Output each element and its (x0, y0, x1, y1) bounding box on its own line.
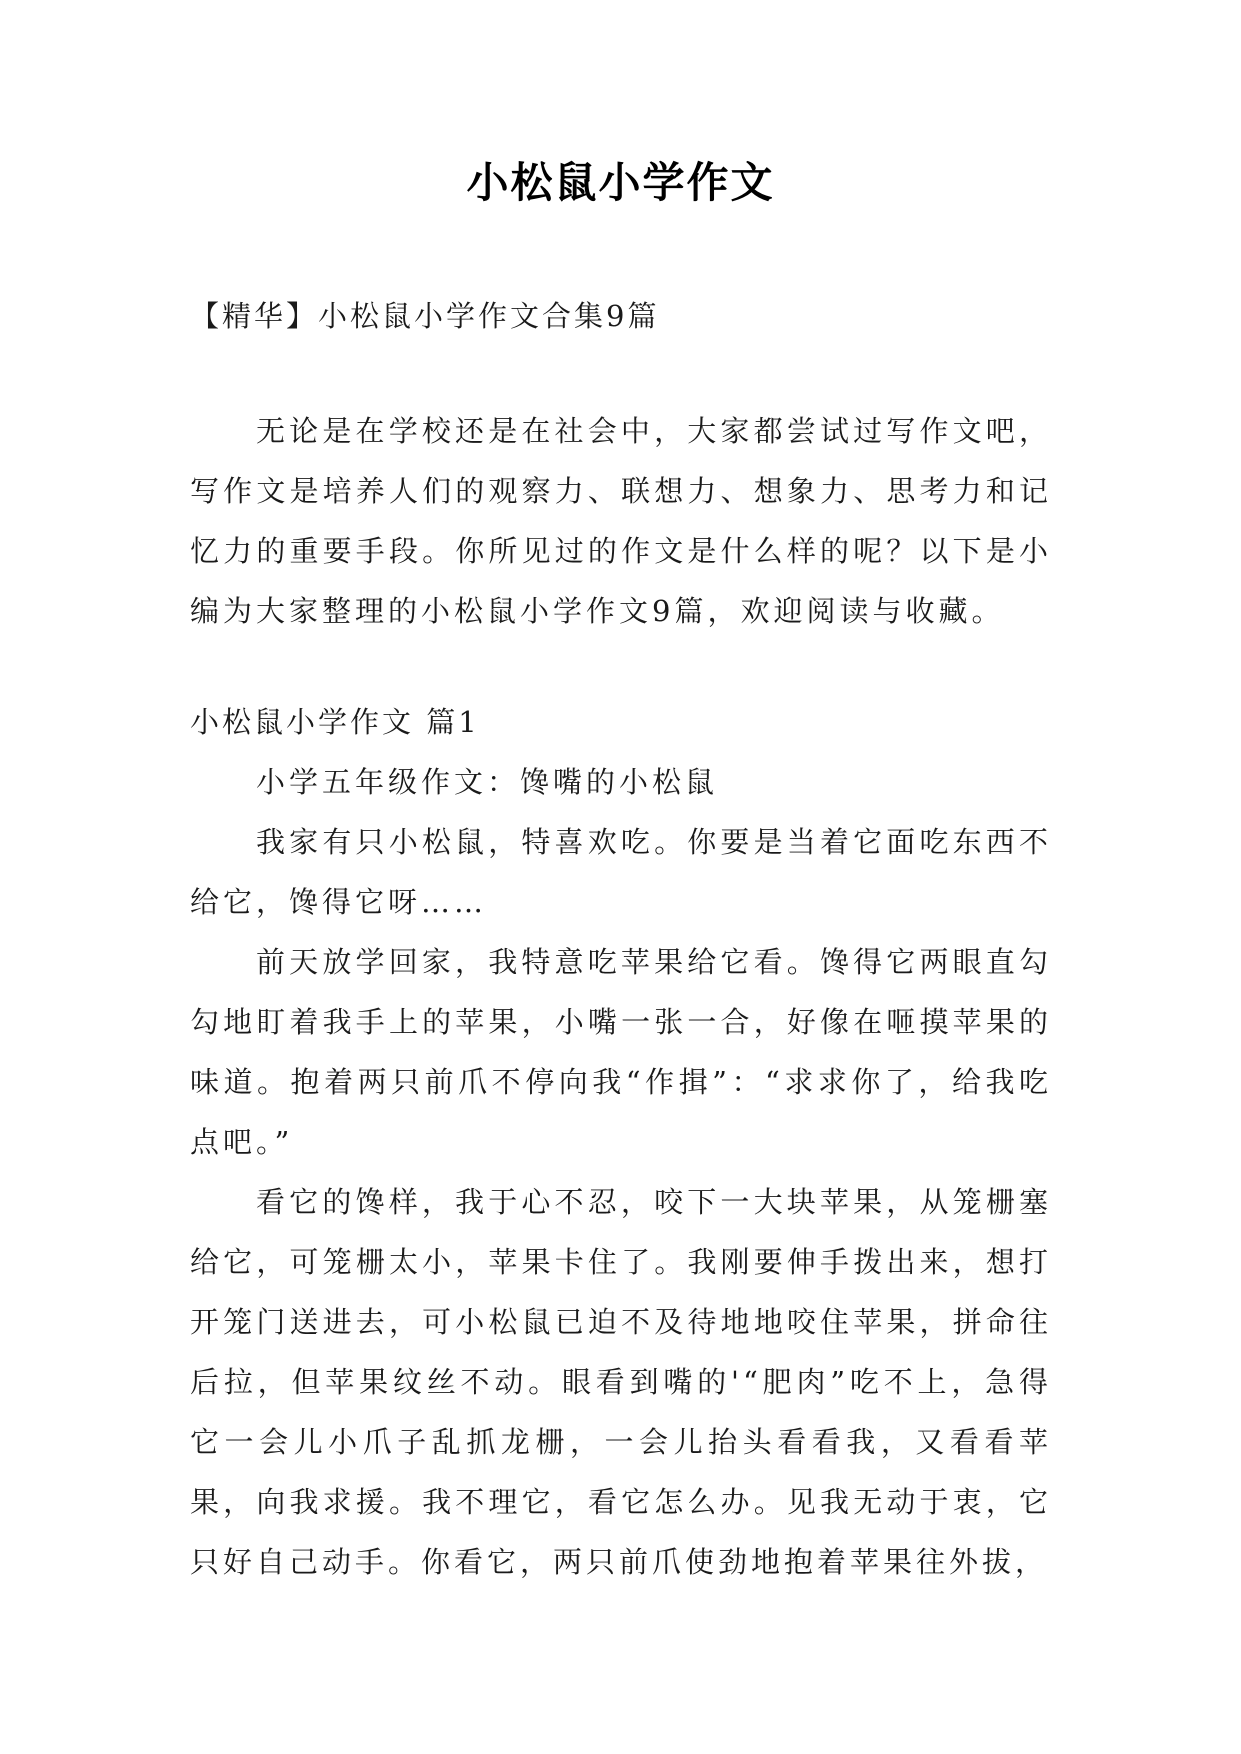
intro-paragraph: 无论是在学校还是在社会中，大家都尝试过写作文吧，写作文是培养人们的观察力、联想力、想象力、思考力和记忆力的重要手段。你所见过的作文是什么样的呢？以下是小编为大家整理的小松鼠小学作文9篇，欢迎阅读与收藏。 (190, 414, 1052, 628)
section-heading: 小松鼠小学作文 篇1 (190, 705, 480, 739)
essay-paragraph: 前天放学回家，我特意吃苹果给它看。馋得它两眼直勾勾地盯着我手上的苹果，小嘴一张一合，好像在咂摸苹果的味道。抱着两只前爪不停向我“作揖”：“求求你了，给我吃点吧。” (190, 945, 1052, 1159)
essay-paragraph: 我家有只小松鼠，特喜欢吃。你要是当着它面吃东西不给它，馋得它呀…… (190, 825, 1052, 919)
essay-paragraph: 看它的馋样，我于心不忍，咬下一大块苹果，从笼栅塞给它，可笼栅太小，苹果卡住了。我刚要伸手拨出来，想打开笼门送进去，可小松鼠已迫不及待地地咬住苹果，拼命往后拉，但苹果纹丝不动。眼看到嘴的'“肥肉”吃不上，急得它一会儿小爪子乱抓龙栅，一会儿抬头看看我，又看看苹果，向我求援。我不理它，看它怎么办。见我无动于衷，它只好自己动手。你看它，两只前爪使劲地抱着苹果往外拔， (190, 1185, 1052, 1579)
essay-title: 小学五年级作文：馋嘴的小松鼠 (256, 765, 719, 799)
page-title: 小松鼠小学作文 (466, 158, 775, 207)
document-subtitle: 【精华】小松鼠小学作文合集9篇 (190, 299, 660, 333)
essay-body (190, 752, 1052, 1592)
